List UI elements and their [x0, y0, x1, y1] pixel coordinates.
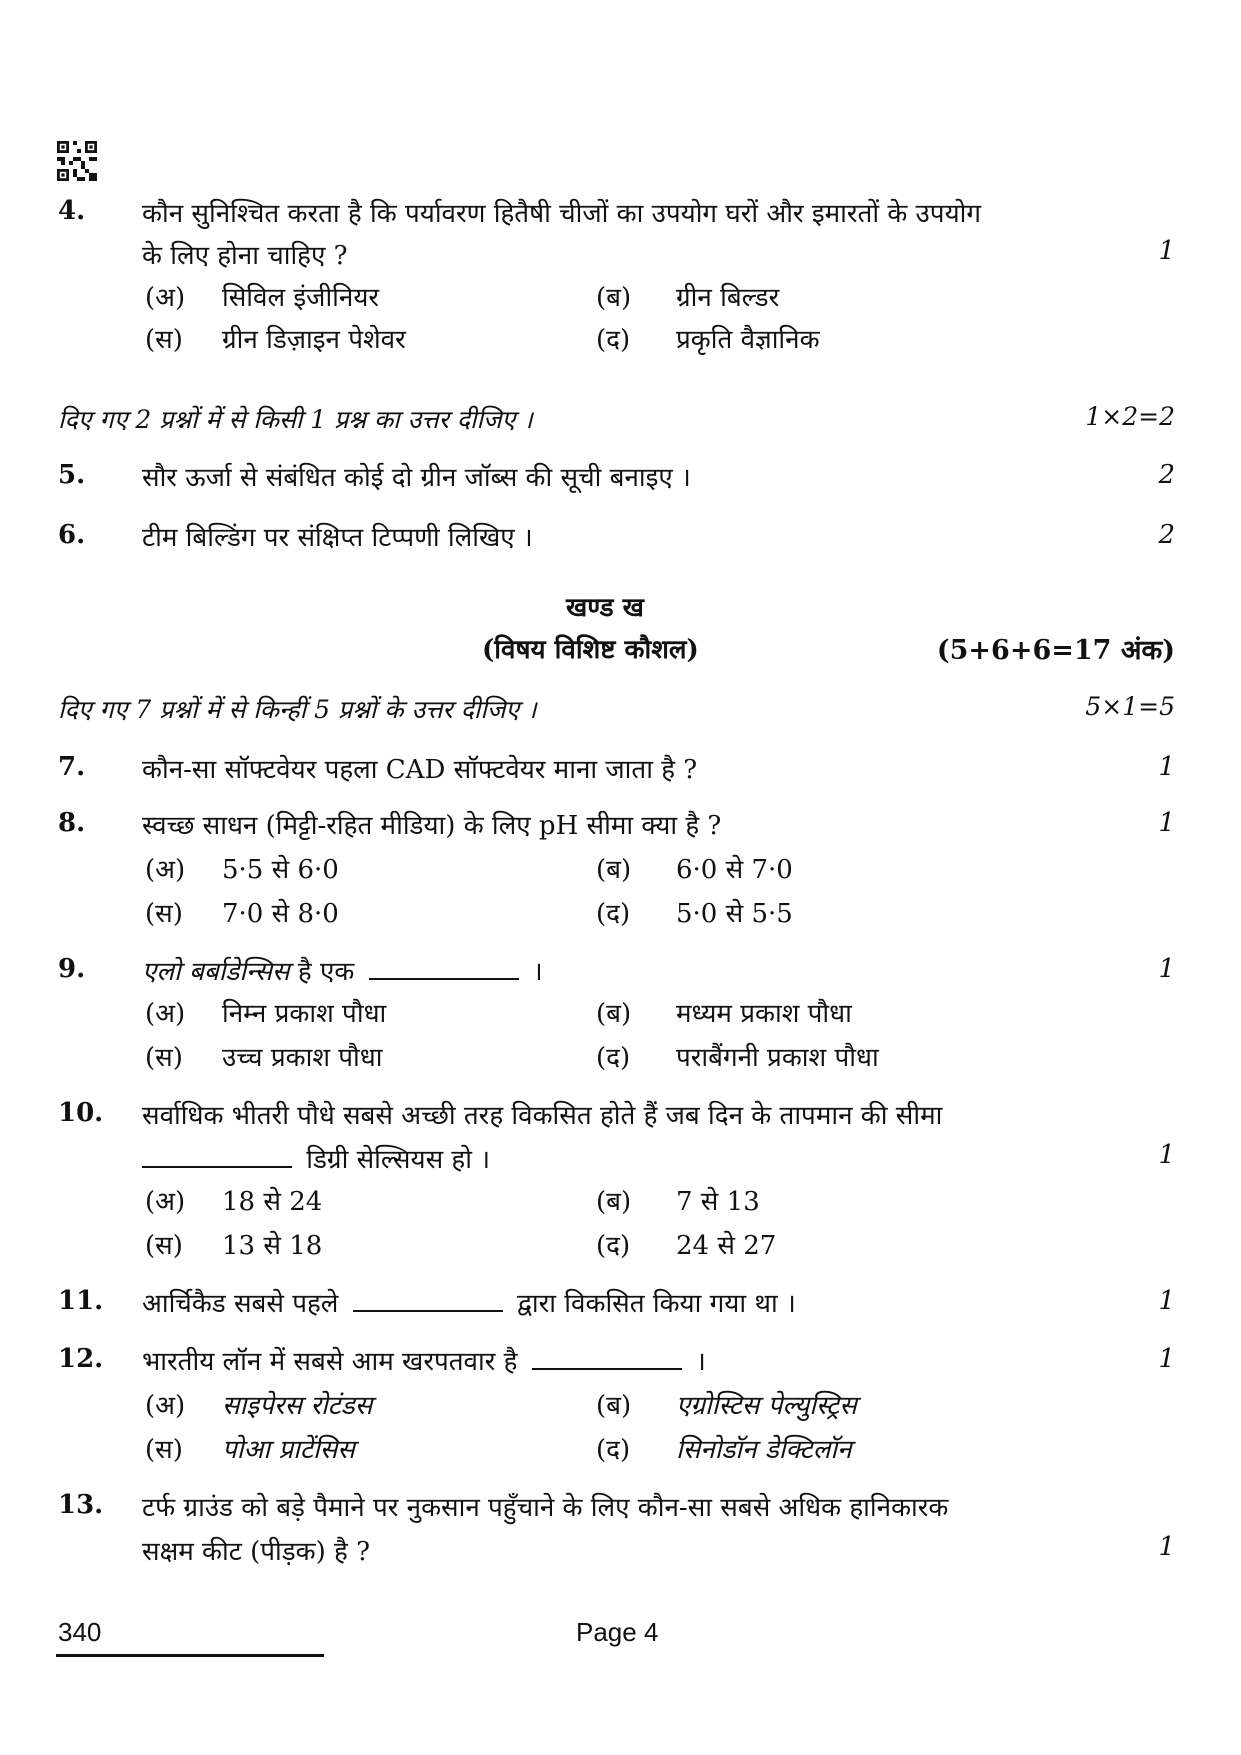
option-text: पोआ प्राटेंसिस: [222, 1435, 355, 1465]
fill-blank: [353, 1288, 503, 1312]
question-number: 8.: [58, 808, 86, 838]
option-label: (ब): [596, 855, 632, 885]
option-text: 5·0 से 5·5: [676, 899, 793, 929]
section-marks: (5+6+6=17 अंक): [936, 635, 1175, 666]
option-label: (अ): [145, 283, 186, 313]
instruction-marks: 5×1=5: [1085, 692, 1175, 721]
question-marks: 1: [1158, 752, 1175, 782]
option-text: 6·0 से 7·0: [676, 855, 793, 885]
question-number: 7.: [58, 752, 86, 782]
option-label: (स): [145, 325, 183, 355]
question-text: के लिए होना चाहिए ?: [142, 241, 348, 271]
option-label: (ब): [596, 1391, 632, 1421]
option-text: सिनोडॉन डेक्टिलॉन: [676, 1435, 852, 1465]
question-number: 6.: [58, 520, 86, 550]
question-text-post: द्वारा विकसित किया गया था ।: [516, 1289, 796, 1319]
species-name: एलो बर्बाडेन्सिस: [142, 957, 290, 987]
question-marks: 2: [1158, 460, 1175, 490]
option-label: (द): [596, 325, 631, 355]
question-end: ।: [532, 957, 543, 987]
option-text: 18 से 24: [222, 1187, 323, 1217]
question-text: सर्वाधिक भीतरी पौधे सबसे अच्छी तरह विकसित होते हैं जब दिन के तापमान की सीमा: [142, 1101, 943, 1131]
question-number: 12.: [58, 1344, 104, 1374]
question-text: टर्फ ग्राउंड को बड़े पैमाने पर नुकसान पहुँचाने के लिए कौन-सा सबसे अधिक हानिकारक: [142, 1493, 949, 1523]
question-marks: 1: [1158, 808, 1175, 838]
option-label: (स): [145, 1435, 183, 1465]
question-text: [142, 1342, 706, 1378]
question-marks: 1: [1158, 1344, 1175, 1374]
question-number: 10.: [58, 1098, 104, 1128]
option-label: (अ): [145, 855, 186, 885]
option-label: (द): [596, 1043, 631, 1073]
page-number: Page 4: [576, 1617, 659, 1647]
question-marks: 2: [1158, 520, 1175, 550]
question-text: स्वच्छ साधन (मिट्टी-रहित मीडिया) के लिए pH सीमा क्या है ?: [142, 811, 722, 841]
question-text: टीम बिल्डिंग पर संक्षिप्त टिप्पणी लिखिए ।: [142, 523, 533, 553]
question-text: सौर ऊर्जा से संबंधित कोई दो ग्रीन जॉब्स की सूची बनाइए ।: [142, 463, 691, 493]
option-text: ग्रीन बिल्डर: [676, 283, 780, 313]
option-text: पराबैंगनी प्रकाश पौधा: [676, 1043, 879, 1073]
option-label: (अ): [145, 1391, 186, 1421]
question-text-pre: भारतीय लॉन में सबसे आम खरपतवार है: [142, 1347, 518, 1377]
option-label: (अ): [145, 999, 186, 1029]
option-label: (द): [596, 1231, 631, 1261]
instruction-marks: 1×2=2: [1085, 402, 1175, 431]
option-text: मध्यम प्रकाश पौधा: [676, 999, 852, 1029]
fill-blank: [142, 1144, 292, 1168]
option-label: (ब): [596, 999, 632, 1029]
option-label: (स): [145, 899, 183, 929]
option-label: (अ): [145, 1187, 186, 1217]
option-label: (स): [145, 1231, 183, 1261]
footer-rule: [56, 1654, 324, 1657]
option-label: (स): [145, 1043, 183, 1073]
paper-code: 340: [58, 1617, 102, 1647]
question-marks: 1: [1158, 1286, 1175, 1316]
option-text: एग्रोस्टिस पेल्युस्ट्रिस: [676, 1391, 857, 1421]
instruction: दिए गए 2 प्रश्नों में से किसी 1 प्रश्न का उत्तर दीजिए ।: [58, 405, 533, 434]
question-text: कौन सुनिश्चित करता है कि पर्यावरण हितैषी चीजों का उपयोग घरों और इमारतों के उपयोग: [142, 199, 982, 229]
question-marks: 1: [1158, 1532, 1175, 1562]
question-marks: 1: [1158, 236, 1175, 266]
qr-code: [57, 141, 97, 181]
question-text-rest: है एक: [297, 957, 355, 987]
option-label: (ब): [596, 1187, 632, 1217]
option-text: 24 से 27: [676, 1231, 777, 1261]
option-text: सिविल इंजीनियर: [222, 283, 380, 313]
question-text: सक्षम कीट (पीड़क) है ?: [142, 1537, 371, 1567]
fill-blank: [369, 956, 519, 980]
question-marks: 1: [1158, 1140, 1175, 1170]
option-text: प्रकृति वैज्ञानिक: [676, 325, 820, 355]
question-number: 5.: [58, 460, 86, 490]
section-subtitle: (विषय विशिष्ट कौशल): [482, 635, 699, 665]
option-text: 5·5 से 6·0: [222, 855, 339, 885]
option-label: (ब): [596, 283, 632, 313]
option-text: उच्च प्रकाश पौधा: [222, 1043, 383, 1073]
section-title: खण्ड ख: [566, 593, 644, 623]
option-label: (द): [596, 899, 631, 929]
instruction: दिए गए 7 प्रश्नों में से किन्हीं 5 प्रश्नों के उत्तर दीजिए ।: [58, 695, 537, 724]
question-text: [142, 952, 543, 988]
question-text-post: ।: [695, 1347, 706, 1377]
question-text-pre: आर्चिकैड सबसे पहले: [142, 1289, 339, 1319]
question-text: कौन-सा सॉफ्टवेयर पहला CAD सॉफ्टवेयर माना जाता है ?: [142, 755, 698, 785]
option-text: 13 से 18: [222, 1231, 323, 1261]
question-number: 11.: [58, 1286, 104, 1316]
question-text-rest: डिग्री सेल्सियस हो ।: [306, 1145, 491, 1175]
option-text: 7·0 से 8·0: [222, 899, 339, 929]
option-text: निम्न प्रकाश पौधा: [222, 999, 387, 1029]
question-marks: 1: [1158, 954, 1175, 984]
question-text: [142, 1284, 796, 1320]
question-number: 4.: [58, 196, 86, 226]
option-text: 7 से 13: [676, 1187, 760, 1217]
question-number: 9.: [58, 954, 86, 984]
question-text: [142, 1140, 490, 1176]
option-label: (द): [596, 1435, 631, 1465]
fill-blank: [532, 1346, 682, 1370]
option-text: साइपेरस रोटंडस: [222, 1391, 373, 1421]
option-text: ग्रीन डिज़ाइन पेशेवर: [222, 325, 406, 355]
question-number: 13.: [58, 1490, 104, 1520]
